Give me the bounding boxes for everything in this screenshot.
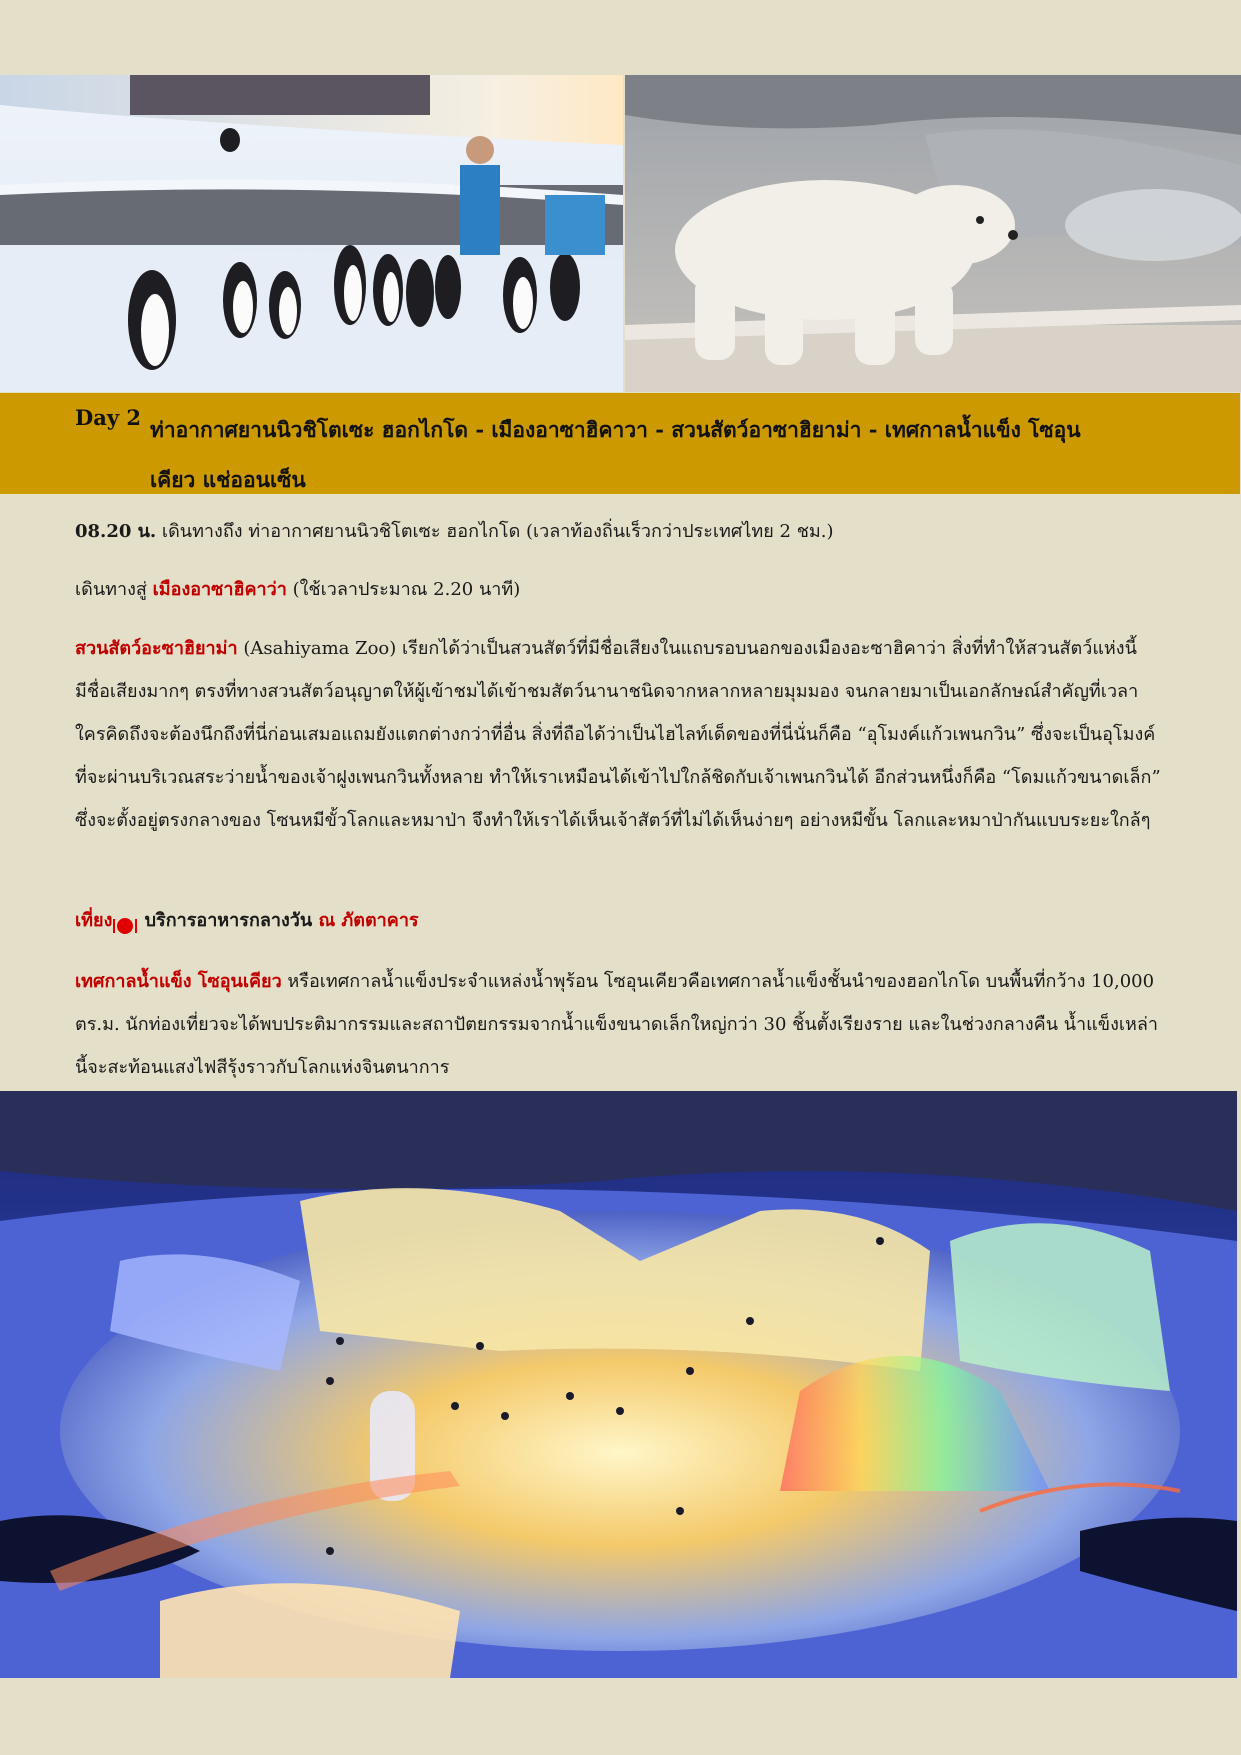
zoo-paragraph [75, 627, 1165, 842]
zoo-description: (Asahiyama Zoo) เรียกได้ว่าเป็นสวนสัตว์ที่มีชื่อเสียงในแถบรอบนอกของเมืองอะซาฮิคาว่า สิ่งที่ทำให้สวนสัตว์แห่งนี้มีชื่อเสียงมากๆ ตรงที่ทางสวนสัตว์อนุญาตให้ผู้เข้าชมได้เข้าชมสัตว์นานาชนิดจากหลากหลายมุมมอง จนกลายมาเป็นเอกลักษณ์สำคัญที่เวลาใครคิดถึงจะต้องนึกถึงที่นี่ก่อนเสมอแถมยังแตกต่างกว่าที่อื่น สิ่งที่ถือได้ว่าเป็นไฮไลท์เด็ดของที่นี่นั่นก็คือ “อุโมงค์แก้วเพนกวิน” ซึ่งจะเป็นอุโมงค์ที่จะผ่านบริเวณสระว่ายน้ำของเจ้าฝูงเพนกวินทั้งหลาย ทำให้เราเหมือนได้เข้าไปใกล้ชิดกับเจ้าเพนกวินได้ อีกส่วนหนึ่งก็คือ “โดมแก้วขนาดเล็ก” ซึ่งจะตั้งอยู่ตรงกลางของ โซนหมีขั้วโลกและหมาป่า จึงทำให้เราได้เห็นเจ้าสัตว์ที่ไม่ได้เห็นง่ายๆ อย่างหมีขั้น โลกและหมาป่ากันแบบระยะใกล้ๆ [75, 638, 1161, 831]
lunch-text: บริการอาหารกลางวัน [138, 910, 319, 931]
ice-festival-photo [0, 1091, 1237, 1678]
arrival-time: 08.20 น. [75, 521, 157, 542]
meal-plate-icon [112, 909, 138, 929]
festival-name: เทศกาลน้ำแข็ง โซอุนเคียว [75, 971, 282, 992]
arrival-text: เดินทางถึง ท่าอากาศยานนิวชิโตเซะ ฮอกไกโด (เวลาท้องถิ่นเร็วกว่าประเทศไทย 2 ชม.) [156, 521, 834, 542]
travel-suffix: (ใช้เวลาประมาณ 2.20 นาที) [286, 579, 521, 600]
travel-prefix: เดินทางสู่ [75, 579, 153, 600]
festival-description: หรือเทศกาลน้ำแข็งประจำแหล่งน้ำพุร้อน โซอุนเคียวคือเทศกาลน้ำแข็งชั้นนำของฮอกไกโด บนพื้นที่กว้าง 10,000 ตร.ม. นักท่องเที่ยวจะได้พบประติมากรรมและสถาปัตยกรรมจากน้ำแข็งขนาดเล็กใหญ่กว่า 30 ชิ้นตั้งเรียงราย และในช่วงกลางคืน น้ำแข็งเหล่านี้จะสะท้อนแสงไฟสีรุ้งราวกับโลกแห่งจินตนาการ [75, 971, 1159, 1078]
zoo-name: สวนสัตว์อะซาฮิยาม่า [75, 638, 238, 659]
polar-bear-photo [625, 75, 1241, 392]
lunch-meal: เที่ยง [75, 910, 113, 931]
day-label: Day 2 [75, 405, 141, 430]
arrival-paragraph [75, 510, 1165, 553]
penguin-parade-photo [0, 75, 623, 392]
lunch-paragraph [75, 899, 1165, 942]
day-banner [0, 393, 1240, 494]
travel-place: เมืองอาซาฮิคาว่า [152, 579, 287, 600]
travel-paragraph [75, 568, 1165, 611]
day-title: ท่าอากาศยานนิวชิโตเซะ ฮอกไกโด - เมืองอาซาฮิคาวา - สวนสัตว์อาซาฮิยาม่า - เทศกาลน้ำแข็ง โซอุนเคียว แช่ออนเซ็น [150, 417, 1081, 492]
festival-paragraph [75, 960, 1165, 1089]
lunch-venue: ณ ภัตตาคาร [318, 910, 419, 931]
